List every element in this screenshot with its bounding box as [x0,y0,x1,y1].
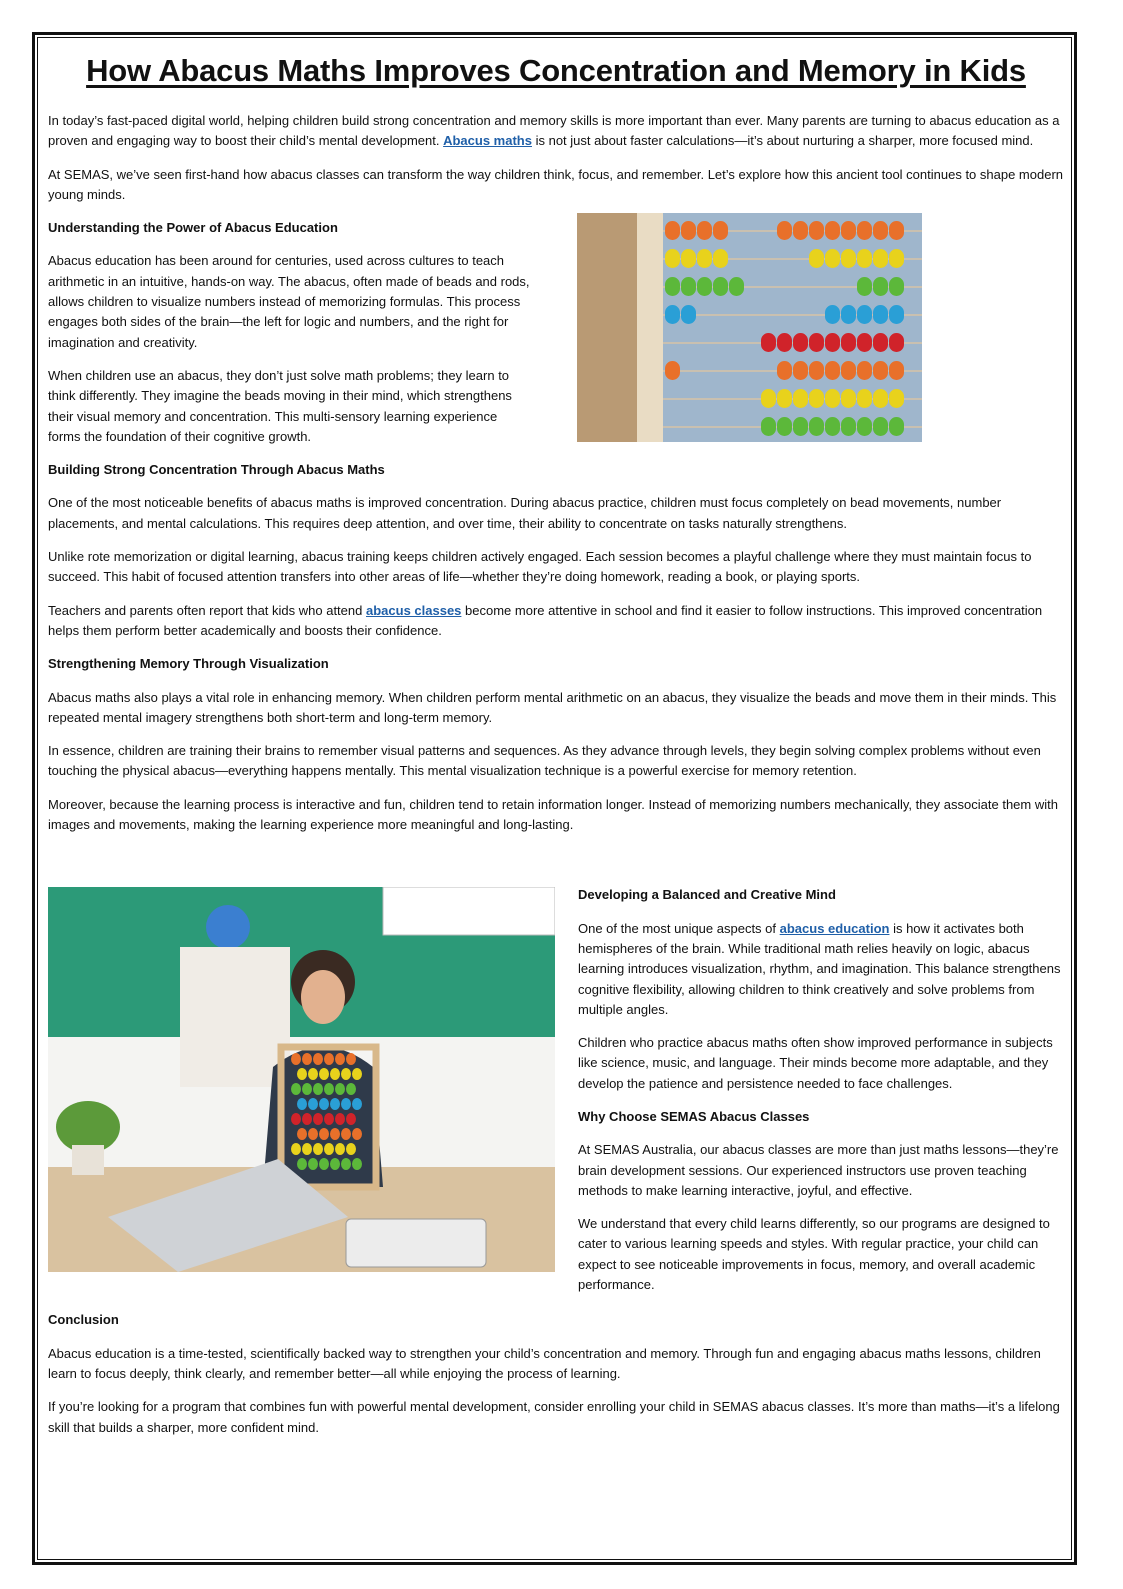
abacus-bead [889,333,904,352]
small-abacus-bead [330,1128,340,1140]
conclusion-heading: Conclusion [48,1312,119,1328]
small-abacus-bead [291,1143,301,1155]
teacher-scene-illustration [48,887,555,1272]
abacus-bead [889,277,904,296]
small-abacus-bead [346,1143,356,1155]
abacus-bead [793,361,808,380]
small-abacus-bead [308,1128,318,1140]
abacus-bead [809,333,824,352]
power-paragraph-1: Abacus education has been around for centuries, used across cultures to teach arithmetic in an intuitive, hands-on way. The abacus, often made of beads and rods, allows children to visualize numbers instead of memorizing formulas. This process engages both sides of the brain—the left for logic and numbers, and the right for imagination and creativity. [48,253,530,350]
abacus-bead [809,361,824,380]
abacus-bead [873,361,888,380]
abacus-bead [889,417,904,436]
small-abacus-bead [346,1113,356,1125]
abacus-bead [665,221,680,240]
memory-heading: Strengthening Memory Through Visualization [48,656,329,672]
balanced-section [48,885,1064,1295]
small-abacus-bead [324,1143,334,1155]
small-abacus-bead [324,1053,334,1065]
abacus-bead [825,249,840,268]
small-abacus-bead [302,1053,312,1065]
conclusion-paragraph-1: Abacus education is a time-tested, scientifically backed way to strengthen your child’s concentration and memory. Through fun and engaging abacus maths lessons, children learn to focus deeply, think clearly, and remember better—all while enjoying the process of learning. [48,1345,1041,1381]
concentration-paragraph-3: Teachers and parents often report that kids who attend abacus classes become more attentive in school and find it easier to follow instructions. This improved concentration helps them perform better academically and boosts their confidence. [48,602,1043,638]
abacus-bead [857,417,872,436]
balanced-paragraph-1: One of the most unique aspects of abacus education is how it activates both hemispheres of the brain. While traditional math relies heavily on logic, abacus learning introduces visualization, rhythm, and imagination. This balance strengthens cognitive flexibility, allowing children to think creatively and solve problems from multiple angles. [578,920,1061,1017]
small-abacus-bead [302,1083,312,1095]
abacus-bead [841,305,856,324]
small-abacus-bead [352,1158,362,1170]
small-abacus-bead [291,1113,301,1125]
small-abacus-bead [308,1158,318,1170]
small-abacus-bead [346,1053,356,1065]
conclusion-paragraph-2: If you’re looking for a program that combines fun with powerful mental development, consider enrolling your child in SEMAS abacus classes. It’s more than maths—it’s a lifelong skill that builds a sharper, more confident mind. [48,1399,1060,1435]
power-paragraph-2: When children use an abacus, they don’t just solve math problems; they learn to think differently. They imagine the beads moving in their mind, which strengthens their visual memory and concentration. This multi-sensory learning experience forms the foundation of their cognitive growth. [48,367,512,444]
small-abacus-bead [346,1083,356,1095]
small-abacus-bead [308,1098,318,1110]
abacus-bead [825,417,840,436]
abacus-bead [793,221,808,240]
abacus-bead [857,361,872,380]
abacus-bead [665,305,680,324]
teacher-with-abacus-photo [48,887,555,1272]
memory-paragraph-1: Abacus maths also plays a vital role in enhancing memory. When children perform mental arithmetic on an abacus, they visualize the beads and move them in their minds. This repeated mental imagery strengthens both short-term and long-term memory. [48,689,1057,725]
small-abacus-bead [341,1068,351,1080]
abacus-bead [713,221,728,240]
abacus-bead [713,277,728,296]
small-abacus-bead [352,1098,362,1110]
abacus-education-link[interactable]: abacus education [779,920,890,936]
abacus-classes-link[interactable]: abacus classes [366,602,462,618]
abacus-bead [873,333,888,352]
abacus-bead [857,277,872,296]
memory-paragraph-2: In essence, children are training their brains to remember visual patterns and sequences. As they advance through levels, they begin solving complex problems without even touching the physical abacus—everything happens mentally. This mental visualization technique is a powerful exercise for memory retention. [48,743,1041,779]
abacus-bead [697,221,712,240]
abacus-bead [857,333,872,352]
small-abacus-bead [297,1068,307,1080]
abacus-bead [777,361,792,380]
abacus-bead [793,389,808,408]
abacus-bead [841,417,856,436]
abacus-bead [857,389,872,408]
abacus-bead [761,417,776,436]
small-abacus-bead [297,1098,307,1110]
power-heading: Understanding the Power of Abacus Education [48,220,338,236]
small-abacus-bead [302,1143,312,1155]
why-paragraph-1: At SEMAS Australia, our abacus classes are more than just maths lessons—they’re brain development sessions. Our experienced instructors use proven teaching methods to make learning interactive, joyful, and effective. [578,1142,1059,1198]
abacus-bead [713,249,728,268]
abacus-bead [841,333,856,352]
abacus-bead [873,417,888,436]
abacus-bead [841,221,856,240]
small-abacus-bead [313,1143,323,1155]
abacus-bead [681,249,696,268]
small-abacus-bead [341,1158,351,1170]
page-title: How Abacus Maths Improves Concentration and Memory in Kids [86,53,1026,88]
memory-paragraph-3: Moreover, because the learning process is interactive and fun, children tend to retain information longer. Instead of memorizing numbers mechanically, they associate them with images and movements, making the learning experience more meaningful and long-lasting. [48,796,1058,833]
abacus-bead [777,417,792,436]
abacus-bead [809,249,824,268]
abacus-bead [665,249,680,268]
abacus-bead [873,277,888,296]
abacus-bead [857,221,872,240]
abacus-bead [697,277,712,296]
abacus-bead [825,221,840,240]
why-paragraph-2: We understand that every child learns differently, so our programs are designed to cater to various learning speeds and styles. With regular practice, your child can expect to see noticeable improvements in focus, memory, and overall academic performance. [578,1216,1050,1293]
small-abacus-bead [335,1083,345,1095]
small-abacus-bead [291,1053,301,1065]
abacus-bead [809,221,824,240]
why-heading: Why Choose SEMAS Abacus Classes [578,1108,810,1124]
abacus-bead [697,249,712,268]
abacus-bead [889,221,904,240]
small-abacus-bead [324,1113,334,1125]
abacus-bead [841,249,856,268]
abacus-maths-link[interactable]: Abacus maths [443,133,532,149]
abacus-bead [761,389,776,408]
abacus-bead [681,305,696,324]
small-abacus-bead [302,1113,312,1125]
small-abacus-bead [313,1083,323,1095]
small-abacus-bead [319,1128,329,1140]
abacus-bead [825,333,840,352]
abacus-bead [873,249,888,268]
balanced-paragraph-2: Children who practice abacus maths often show improved performance in subjects like science, music, and language. Their minds become more adaptable, and they develop the patience and persistence needed to face challenges. [578,1035,1053,1091]
small-abacus-bead [313,1053,323,1065]
abacus-bead [681,277,696,296]
small-abacus-bead [297,1128,307,1140]
abacus-bead [809,389,824,408]
abacus-bead [889,249,904,268]
small-abacus-bead [319,1068,329,1080]
abacus-bead [889,361,904,380]
small-abacus-bead [324,1083,334,1095]
abacus-bead [777,333,792,352]
balanced-heading: Developing a Balanced and Creative Mind [578,887,836,903]
concentration-paragraph-1: One of the most noticeable benefits of abacus maths is improved concentration. During abacus practice, children must focus completely on bead movements, number placements, and mental calculations. This requires deep attention, and over time, their ability to concentrate on tasks naturally strengthens. [48,495,1002,531]
abacus-bead [873,221,888,240]
power-section [48,205,1064,447]
small-abacus-bead [291,1083,301,1095]
small-abacus-bead [352,1128,362,1140]
abacus-bead [777,221,792,240]
small-abacus-bead [330,1158,340,1170]
small-abacus-bead [341,1098,351,1110]
abacus-bead [825,361,840,380]
abacus-bead [873,305,888,324]
small-abacus-bead [313,1113,323,1125]
concentration-paragraph-2: Unlike rote memorization or digital learning, abacus training keeps children actively engaged. Each session becomes a playful challenge where they must maintain focus to succeed. This habit of focused attention transfers into other areas of life—whether they’re doing homework, reading a book, or playing sports. [48,549,1032,585]
intro-paragraph-1: In today’s fast-paced digital world, helping children build strong concentration and memory skills is more important than ever. Many parents are turning to abacus education as a proven and engaging way to boost their child’s mental development. Abacus maths is not just about faster calculations—it’s about nurturing a sharper, more focused mind. [48,113,1060,149]
small-abacus-bead [330,1068,340,1080]
abacus-bead [793,333,808,352]
article [48,48,1064,1438]
small-abacus-bead [330,1098,340,1110]
small-abacus-bead [308,1068,318,1080]
small-abacus-bead [335,1053,345,1065]
abacus-bead [857,305,872,324]
abacus-bead [857,249,872,268]
abacus-bead [665,277,680,296]
abacus-bead [665,361,680,380]
abacus-bead [841,361,856,380]
small-abacus-bead [352,1068,362,1080]
abacus-bead [777,389,792,408]
abacus-bead [681,221,696,240]
abacus-bead [825,389,840,408]
small-abacus-bead [341,1128,351,1140]
abacus-bead [809,417,824,436]
small-abacus-bead [319,1158,329,1170]
abacus-bead [761,333,776,352]
abacus-bead [793,417,808,436]
concentration-heading: Building Strong Concentration Through Abacus Maths [48,462,385,478]
small-abacus-bead [335,1113,345,1125]
abacus-bead [889,305,904,324]
small-abacus-bead [297,1158,307,1170]
small-abacus-bead [319,1098,329,1110]
abacus-bead [729,277,744,296]
small-abacus-bead [335,1143,345,1155]
abacus-bead [873,389,888,408]
intro-paragraph-2: At SEMAS, we’ve seen first-hand how abacus classes can transform the way children think, focus, and remember. Let’s explore how this ancient tool continues to shape modern young minds. [48,166,1064,202]
abacus-photo [577,213,922,442]
abacus-bead [841,389,856,408]
abacus-bead [825,305,840,324]
abacus-bead [889,389,904,408]
